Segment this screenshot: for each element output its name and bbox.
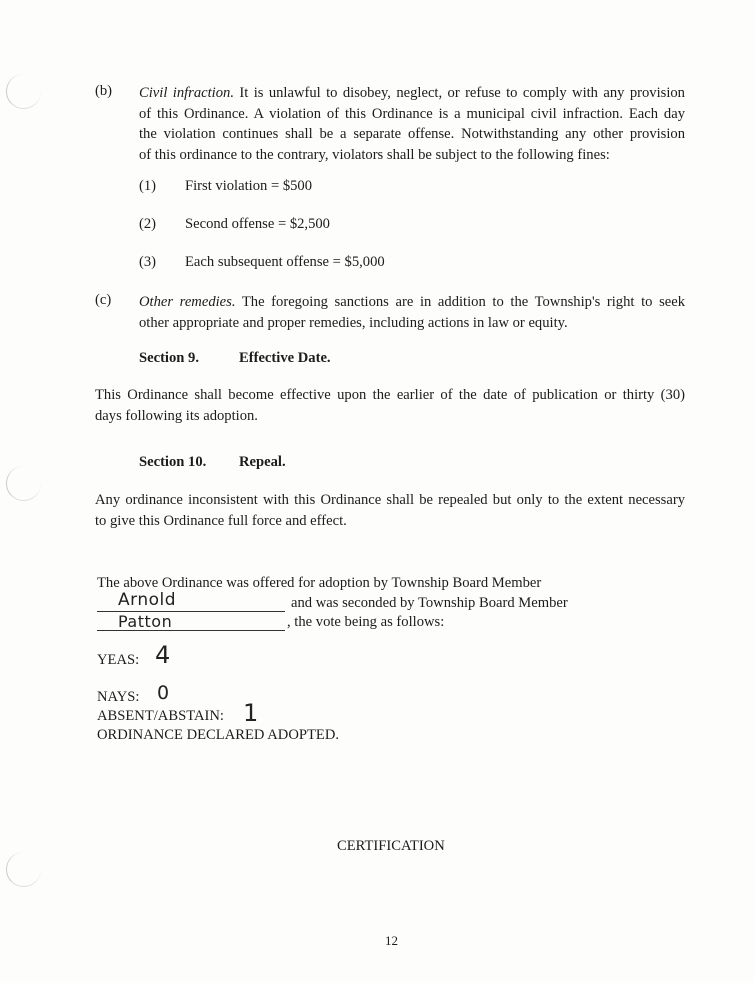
fine-number: (2) — [139, 216, 157, 232]
fine-number: (1) — [139, 178, 157, 194]
section-b-line-4: of this ordinance to the contrary, violators shall be subject to the following fines: — [139, 146, 610, 163]
yeas-label: YEAS: — [97, 652, 140, 668]
seconded-text: and was seconded by Township Board Member — [291, 595, 568, 611]
declared-text: ORDINANCE DECLARED ADOPTED. — [97, 727, 340, 743]
nays-label: NAYS: — [97, 689, 140, 705]
section-c-heading: Other remedies. — [139, 294, 236, 310]
section-10-number: Section 10. — [139, 454, 207, 470]
section-9-line-1: This Ordinance shall become effective upon the earlier of the date of publication or thirty (30) — [95, 387, 685, 403]
certification-heading: CERTIFICATION — [337, 838, 445, 854]
section-10-line-2: to give this Ordinance full force and effect. — [95, 512, 347, 529]
section-b-paragraph — [139, 83, 685, 165]
vote-text: , the vote being as follows: — [287, 614, 445, 630]
section-b-line-1: Civil infraction. It is unlawful to disobey, neglect, or refuse to comply with any provision — [139, 85, 685, 101]
nays-value: 0 — [157, 682, 170, 704]
section-9-title: Effective Date. — [239, 350, 331, 366]
section-c-paragraph — [139, 292, 685, 333]
section-c-line-2: other appropriate and proper remedies, including actions in law or equity. — [139, 314, 568, 331]
hole-punch-mark — [6, 466, 41, 501]
offered-by-signature: Arnold — [118, 590, 177, 610]
fine-text: First violation = $500 — [185, 178, 313, 194]
section-9-paragraph — [95, 385, 685, 426]
section-10-title: Repeal. — [239, 454, 286, 470]
page-number: 12 — [385, 933, 398, 948]
hole-punch-mark — [6, 74, 41, 109]
seconded-by-signature: Patton — [118, 612, 173, 631]
section-10-paragraph — [95, 490, 685, 531]
section-b-line-3: the violation continues shall be a separate offense. Notwithstanding any other provision — [139, 126, 685, 142]
section-9-number: Section 9. — [139, 350, 199, 366]
seconded-by-line — [97, 630, 285, 631]
section-10-line-1: Any ordinance inconsistent with this Ordinance shall be repealed but only to the extent necessary — [95, 492, 685, 508]
adoption-offered-text: The above Ordinance was offered for adoption by Township Board Member — [97, 575, 542, 591]
yeas-value: 4 — [155, 641, 171, 669]
section-b-heading: Civil infraction. — [139, 85, 234, 101]
section-b-line-2: of this Ordinance. A violation of this Ordinance is a municipal civil infraction. Each day — [139, 105, 685, 122]
absent-value: 1 — [243, 699, 259, 727]
section-c-line-1: Other remedies. The foregoing sanctions are in addition to the Township's right to seek — [139, 294, 686, 310]
fine-number: (3) — [139, 254, 157, 270]
section-c-marker: (c) — [95, 292, 112, 308]
absent-label: ABSENT/ABSTAIN: — [97, 708, 224, 724]
fine-text: Second offense = $2,500 — [185, 216, 330, 232]
section-b-marker: (b) — [95, 83, 113, 99]
section-9-line-2: days following its adoption. — [95, 407, 258, 424]
hole-punch-mark — [6, 852, 41, 887]
fine-text: Each subsequent offense = $5,000 — [185, 254, 385, 270]
